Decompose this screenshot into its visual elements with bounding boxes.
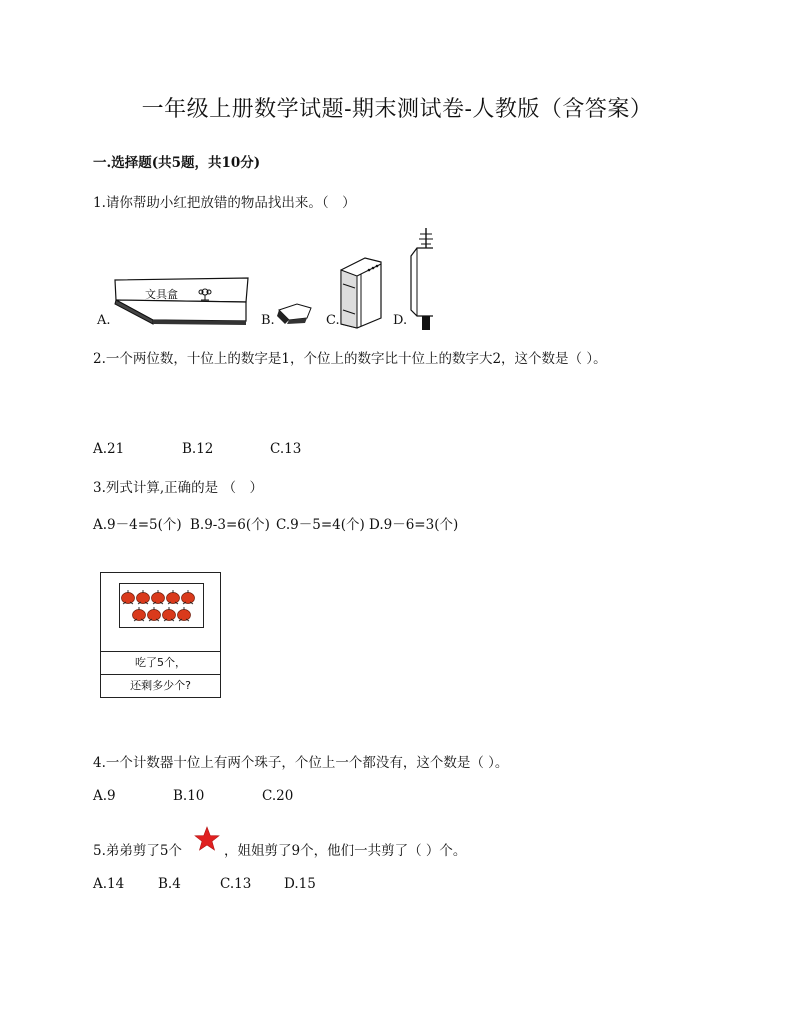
eraser-drawing [277, 304, 311, 324]
fruit-icon [122, 590, 135, 604]
figure-caption-question: 还剩多少个? [130, 679, 191, 692]
svg-text:文具盒: 文具盒 [145, 288, 178, 301]
q1-option-d[interactable]: D. [393, 313, 408, 328]
q2-option-a[interactable]: A.21 [93, 441, 125, 457]
fruit-icon [152, 590, 165, 604]
q1-option-a[interactable]: A. [97, 313, 111, 328]
question-3-text: 3.列式计算,正确的是 （ ） [93, 480, 263, 496]
fruit-icon [133, 607, 146, 621]
q3-option-a[interactable]: A.9－4=5(个) [93, 517, 182, 533]
fruit-icon [182, 590, 195, 604]
page-title: 一年级上册数学试题-期末测试卷-人教版（含答案） [141, 97, 653, 122]
fruit-icon [163, 607, 176, 621]
pencil-box-drawing [115, 278, 248, 325]
section-heading: 一.选择题(共5题，共10分) [93, 155, 261, 171]
q3-option-b[interactable]: B.9-3=6(个) [190, 517, 270, 533]
q4-option-b[interactable]: B.10 [173, 788, 205, 804]
question-3-figure [100, 572, 221, 698]
q5-option-b[interactable]: B.4 [158, 876, 181, 892]
book-drawing [341, 258, 381, 328]
question-5-text-before: 5.弟弟剪了5个 [93, 843, 182, 859]
fruit-icon [167, 590, 180, 604]
fruit-picture [119, 583, 204, 628]
q4-option-c[interactable]: C.20 [262, 788, 294, 804]
q5-option-a[interactable]: A.14 [93, 876, 125, 892]
q3-option-c[interactable]: C.9－5=4(个) [276, 517, 365, 533]
q1-option-b[interactable]: B. [261, 313, 275, 328]
q2-option-b[interactable]: B.12 [182, 441, 214, 457]
fruit-icon [178, 607, 191, 621]
q5-option-d[interactable]: D.15 [284, 876, 316, 892]
fruit-icon [148, 607, 161, 621]
pencil-drawing [411, 228, 433, 330]
q5-option-c[interactable]: C.13 [220, 876, 252, 892]
q3-option-d[interactable]: D.9－6=3(个) [369, 517, 459, 533]
fruit-group [120, 584, 203, 627]
q1-option-c[interactable]: C. [326, 313, 340, 328]
fruit-icon [137, 590, 150, 604]
question-1-text: 1.请你帮助小红把放错的物品找出来。（ ） [93, 195, 356, 211]
star-icon [194, 826, 220, 852]
question-4-text: 4.一个计数器十位上有两个珠子，个位上一个都没有，这个数是（ ）。 [93, 755, 509, 771]
question-2-text: 2.一个两位数，十位上的数字是1，个位上的数字比十位上的数字大2，这个数是（ ）。 [93, 351, 607, 367]
figure-caption-eaten: 吃了5个， [101, 651, 220, 675]
q2-option-c[interactable]: C.13 [270, 441, 302, 457]
q4-option-a[interactable]: A.9 [93, 788, 116, 804]
question-5-text-after: ，姐姐剪了9个，他们一共剪了（ ）个。 [224, 843, 467, 859]
